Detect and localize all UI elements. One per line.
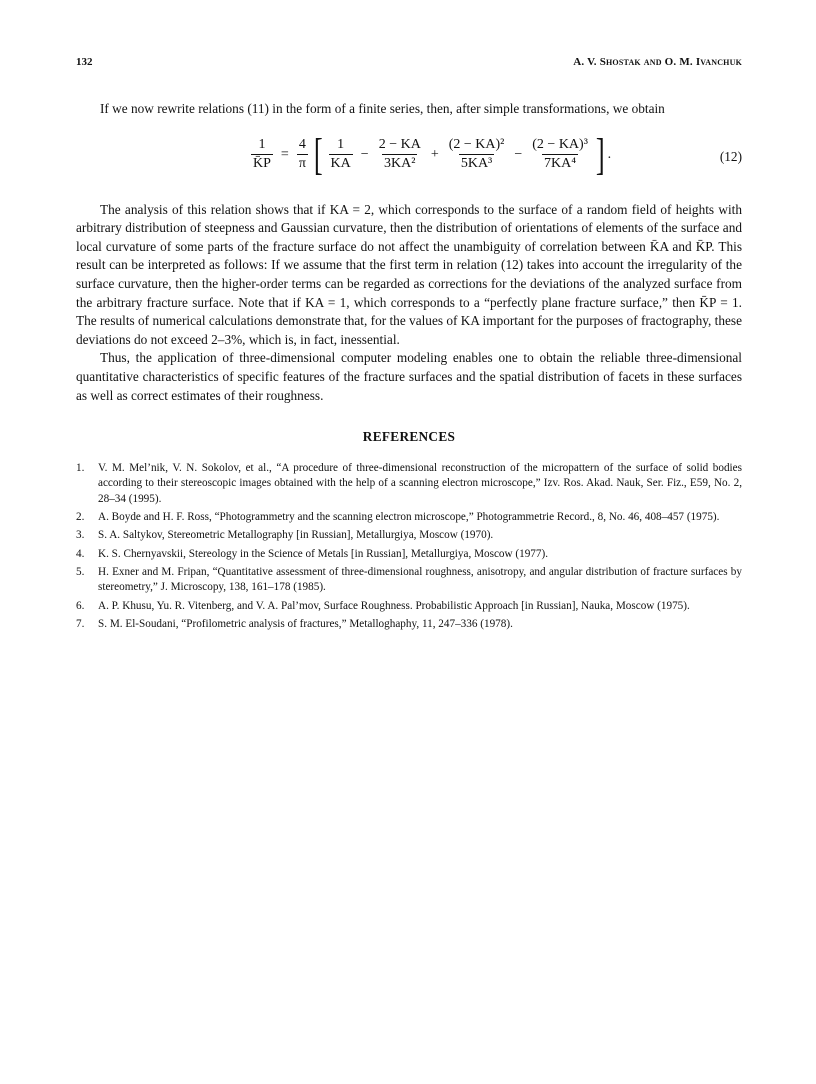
eq-term-2 [377, 137, 423, 172]
eq-equals: = [280, 146, 289, 162]
references-heading: REFERENCES [362, 429, 456, 445]
reference-number: 7. [76, 617, 85, 630]
reference-text: V. M. Mel’nik, V. N. Sokolov, et al., “A procedure of three-dimensional reconstruction of the micropattern of the surface of solid bodies according to their stereoscopic images obtained with the help of a scanning electron microscope,” Izv. Ros. Akad. Nauk, Ser. Fiz., E59, No. 2, 28–34 (1995). [98, 462, 742, 505]
eq-minus: − [360, 146, 369, 162]
references-list [76, 461, 742, 632]
eq-period: . [607, 146, 612, 162]
reference-text: S. A. Saltykov, Stereometric Metallography [in Russian], Metallurgiya, Moscow (1970). [98, 529, 494, 542]
reference-number: 3. [76, 529, 85, 542]
eq-term-4-den: 7KA⁴ [544, 156, 577, 172]
reference-number: 2. [76, 511, 85, 524]
reference-text: H. Exner and M. Fripan, “Quantitative assessment of three-dimensional roughness, anisotropy, and angular distribution of fracture surfaces by stereometry,” J. Microscopy, 138, 161–178 (1985). [98, 565, 742, 594]
reference-text: A. P. Khusu, Yu. R. Vitenberg, and V. A. Pal’mov, Surface Roughness. Probabilistic Approach [in Russian], Nauka, Moscow (1975). [98, 599, 690, 612]
eq-term-2-num: 2 − KA [378, 137, 421, 153]
reference-number: 5. [76, 565, 85, 578]
eq-lhs-num: 1 [258, 137, 266, 153]
eq-term-2-den: 3KA² [384, 156, 416, 172]
eq-term-1 [329, 137, 353, 172]
eq-left-bracket: [ [313, 129, 323, 179]
equation-number: (12) [719, 148, 742, 164]
eq-term-3-num: (2 − KA)² [448, 137, 505, 153]
reference-number: 1. [76, 462, 85, 475]
reference-number: 6. [76, 599, 85, 612]
reference-item [76, 599, 742, 614]
reference-text: A. Boyde and H. F. Ross, “Photogrammetry and the scanning electron microscope,” Photogrammetrie Record., 8, No. 46, 408–457 (1975). [98, 511, 720, 524]
running-header [76, 56, 742, 76]
reference-item [76, 547, 742, 562]
reference-item [76, 528, 742, 543]
page [76, 56, 742, 635]
running-authors: A. V. Shostak and O. M. Ivanchuk [573, 56, 742, 68]
reference-item [76, 565, 742, 596]
intro-paragraph: If we now rewrite relations (11) in the form of a finite series, then, after simple transformations, we obtain [100, 101, 665, 116]
reference-item [76, 461, 742, 507]
equation-body [248, 129, 612, 179]
page-number: 132 [76, 56, 93, 68]
eq-coef-den: π [298, 156, 306, 172]
reference-text: S. M. El-Soudani, “Profilometric analysis of fractures,” Metalloghaphy, 11, 247–336 (1978). [98, 617, 513, 630]
eq-coef-num: 4 [298, 137, 306, 153]
eq-term-3 [447, 137, 507, 172]
eq-term-4 [530, 137, 590, 172]
eq-lhs [251, 137, 273, 172]
eq-term-1-num: 1 [337, 137, 345, 153]
eq-lhs-den: K̄P [253, 156, 271, 172]
eq-plus: + [430, 146, 439, 162]
eq-right-bracket: ] [595, 129, 605, 179]
reference-text: K. S. Chernyavskii, Stereology in the Science of Metals [in Russian], Metallurgiya, Moscow (1977). [98, 547, 549, 560]
eq-coefficient [297, 137, 308, 172]
conclusion-paragraph: Thus, the application of three-dimensional computer modeling enables one to obtain the reliable three-dimensional quantitative characteristics of specific features of the fracture surfaces and the spatial distribution of facets in these surfaces as well as correct estimates of their roughness. [76, 350, 742, 403]
reference-item [76, 510, 742, 525]
eq-term-3-den: 5KA³ [460, 156, 493, 172]
eq-minus-2: − [514, 146, 523, 162]
reference-item [76, 617, 742, 632]
eq-term-4-num: (2 − KA)³ [532, 137, 588, 153]
eq-term-1-den: KA [330, 156, 351, 172]
analysis-paragraph: The analysis of this relation shows that if KA = 2, which corresponds to the surface of a random field of heights with arbitrary distribution of steepness and Gaussian curvature, then the distribution of orientations of elements of the surface and local curvature of some parts of the fracture surface do not affect the unambiguity of correlation between K̄A and K̄P. This result can be interpreted as follows: If we assume that the first term in relation (12) takes into account the irregularity of the surface curvature, then the higher-order terms can be regarded as corrections for the deviations of the analyzed surface from the arbitrary fracture surface. Note that if KA = 1, which corresponds to a “perfectly plane fracture surface,” then K̄P = 1. The results of numerical calculations demonstrate that, for the values of KA important for the purposes of fractography, these deviations do not exceed 2–3%, which is, in fact, inessential. [76, 201, 742, 347]
equation-12 [76, 123, 742, 197]
reference-number: 4. [76, 547, 85, 560]
